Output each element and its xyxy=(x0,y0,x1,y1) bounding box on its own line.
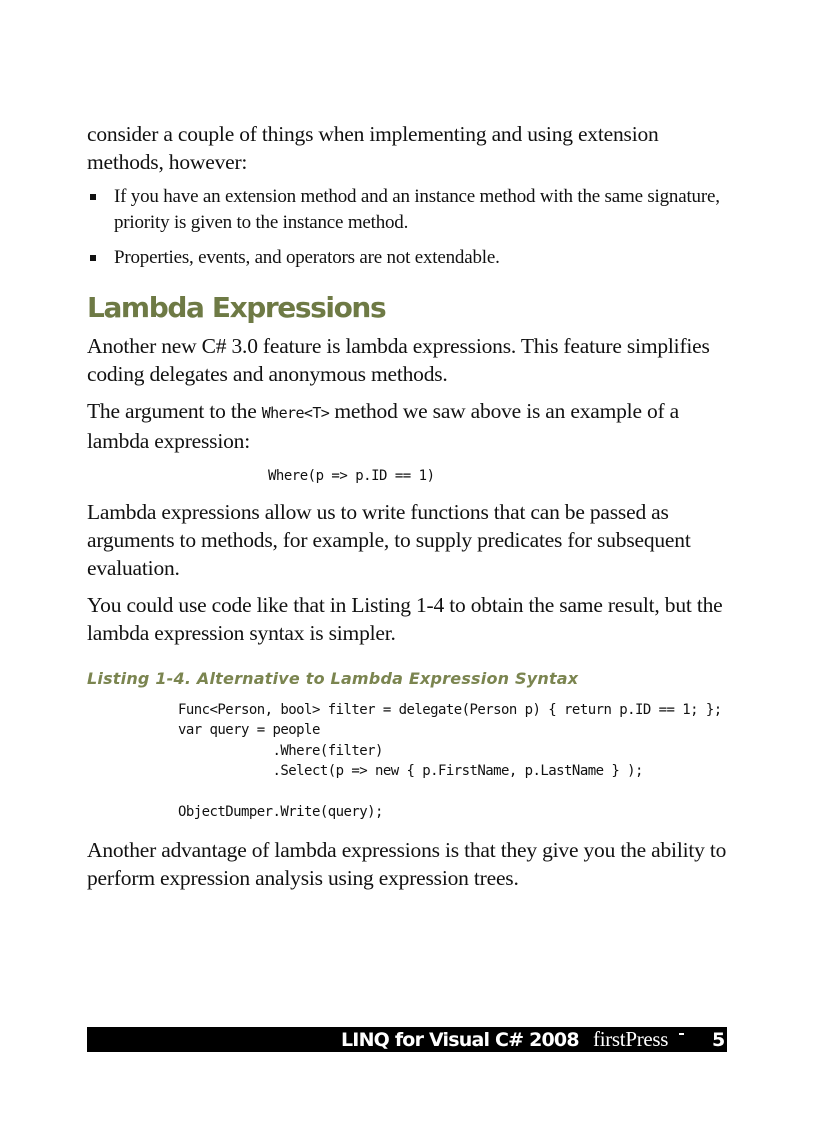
page-number: 5 xyxy=(712,1029,726,1051)
paragraph: Another new C# 3.0 feature is lambda expressions. This feature simplifies coding delegates and anonymous methods. xyxy=(87,334,710,386)
list-item-text: If you have an extension method and an instance method with the same signature, priority is given to the instance method. xyxy=(114,186,720,233)
paragraph: Another advantage of lambda expressions is that they give you the ability to perform expression analysis using expression trees. xyxy=(87,838,727,891)
paragraph: Lambda expressions allow us to write functions that can be passed as arguments to methods, for example, to supply predicates for subsequent evaluation. xyxy=(87,500,691,580)
footer-book-title: LINQ for Visual C# 2008 xyxy=(341,1029,579,1051)
bullet-list xyxy=(87,184,727,271)
code-snippet: Where(p => p.ID == 1) xyxy=(268,468,435,484)
paragraph-text: The argument to the xyxy=(87,399,262,423)
square-bullet-icon xyxy=(90,194,96,200)
code-listing: Func<Person, bool> filter = delegate(Person p) { return p.ID == 1; }; var query = people .Where(filter) .Select(p => new { p.FirstName, p.LastName } ); ObjectDumper.Write(query); xyxy=(178,702,722,821)
paragraph: You could use code like that in Listing 1-4 to obtain the same result, but the lambda expression syntax is simpler. xyxy=(87,593,723,645)
trademark-mark xyxy=(679,1033,684,1035)
square-bullet-icon xyxy=(90,255,96,261)
publisher-logo: firstPress xyxy=(593,1027,669,1051)
listing-caption: Listing 1-4. Alternative to Lambda Expression Syntax xyxy=(87,669,579,688)
page-content xyxy=(87,120,727,892)
list-item xyxy=(87,184,727,236)
paragraph xyxy=(87,397,727,455)
section-heading: Lambda Expressions xyxy=(87,291,386,324)
inline-code: Where<T> xyxy=(261,404,330,422)
intro-paragraph: consider a couple of things when implementing and using extension methods, however: xyxy=(87,122,659,174)
list-item xyxy=(87,245,727,271)
list-item-text: Properties, events, and operators are not extendable. xyxy=(114,247,500,268)
footer-bar xyxy=(87,1027,727,1052)
paragraph-text: method we saw above is an example of a lambda expression: xyxy=(87,399,680,453)
